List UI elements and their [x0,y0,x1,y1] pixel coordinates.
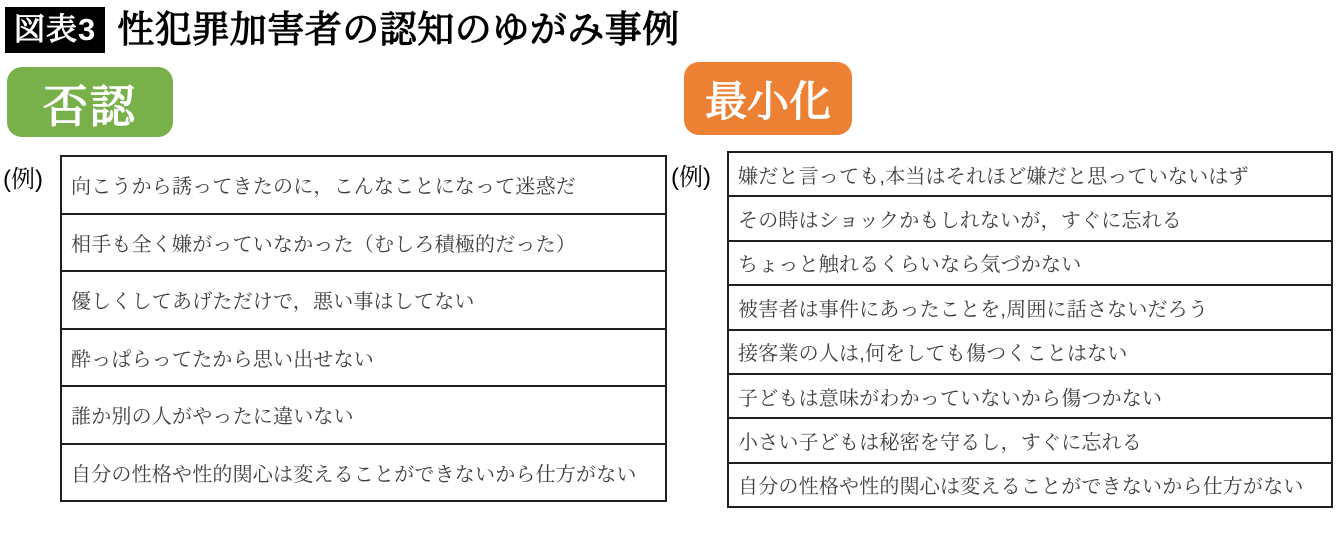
table-row: 優しくしてあげただけで，悪い事はしてない [62,272,665,330]
denial-example-label: (例) [3,166,43,193]
table-row: 相手も全く嫌がっていなかった（むしろ積極的だった） [62,215,665,273]
denial-example-table [60,155,667,502]
table-row: 子どもは意味がわかっていないから傷つかない [729,375,1331,419]
minimization-example-label: (例) [671,164,711,191]
table-row: 小さい子どもは秘密を守るし，すぐに忘れる [729,419,1331,463]
table-row: 接客業の人は,何をしても傷つくことはない [729,331,1331,375]
table-row: 自分の性格や性的関心は変えることができないから仕方がない [738,476,1304,499]
table-row: 被害者は事件にあったことを,周囲に話さないだろう [729,286,1331,330]
figure-title-row [5,7,680,53]
figure-title: 性犯罪加害者の認知のゆがみ事例 [117,9,680,50]
table-row: 酔っぱらってたから思い出せない [62,330,665,388]
table-row: その時はショックかもしれないが，すぐに忘れる [729,197,1331,241]
denial-badge: 否認 [7,67,173,137]
table-row: ちょっと触れるくらいなら気づかない [729,242,1331,286]
table-row: 自分の性格や性的関心は変えることができないから仕方がない [71,463,637,486]
table-row: 向こうから誘ってきたのに，こんなことになって迷惑だ [62,157,665,215]
minimization-badge: 最小化 [684,62,852,135]
table-row: 誰か別の人がやったに違いない [62,387,665,445]
minimization-example-table [727,151,1333,508]
figure-number-label: 図表3 [5,7,105,53]
table-row: 嫌だと言っても,本当はそれほど嫌だと思っていないはず [729,153,1331,197]
